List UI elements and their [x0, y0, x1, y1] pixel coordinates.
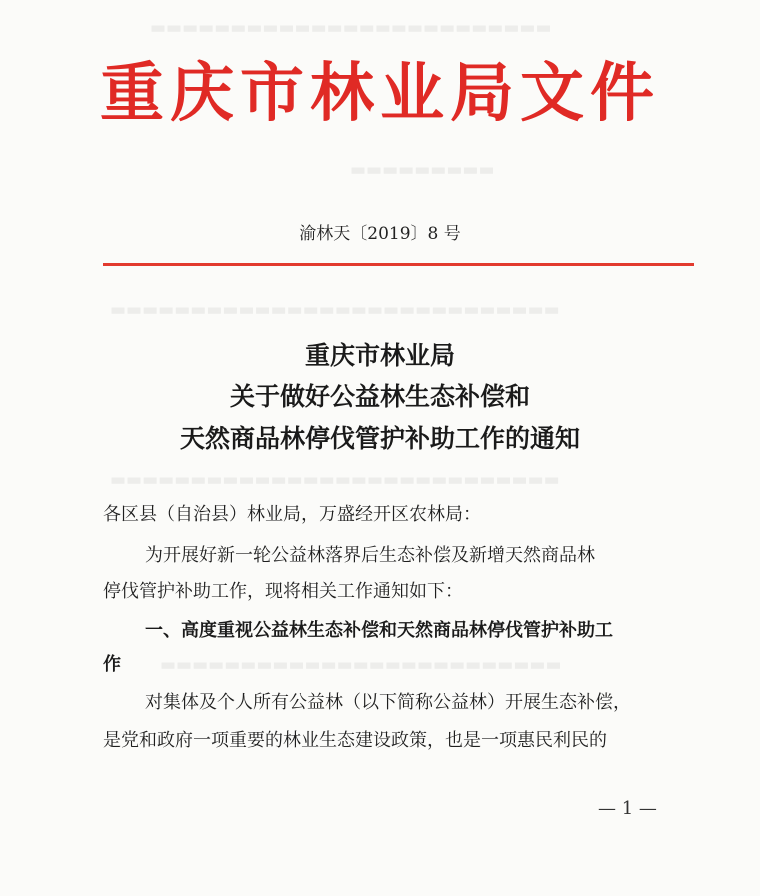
intro-paragraph-line-2: 停伐管护补助工作，现将相关工作通知如下：	[103, 581, 463, 602]
bleed-through-texture: ▬▬▬▬▬▬▬▬▬▬▬▬▬▬▬▬▬▬▬▬▬▬▬▬▬▬▬▬	[110, 470, 560, 490]
intro-paragraph-line-1: 为开展好新一轮公益林落界后生态补偿及新增天然商品林	[145, 545, 595, 566]
addressee-line: 各区县（自治县）林业局，万盛经开区农林局：	[103, 504, 481, 525]
bleed-through-texture: ▬▬▬▬▬▬▬▬▬▬▬▬▬▬▬▬▬▬▬▬▬▬▬▬▬▬▬▬	[110, 300, 560, 320]
notice-title-line-1: 重庆市林业局	[304, 341, 455, 370]
bleed-through-texture: ▬▬▬▬▬▬▬▬▬▬▬▬▬▬▬▬▬▬▬▬▬▬▬▬▬	[160, 655, 562, 675]
section-heading-1-line-2: 作	[103, 654, 121, 675]
document-header-title: 重庆市林业局文件	[100, 56, 660, 131]
paragraph-1-line-1: 对集体及个人所有公益林（以下简称公益林）开展生态补偿，	[145, 692, 631, 713]
red-divider-line	[103, 263, 694, 266]
document-number: 渝林天〔2019〕8 号	[299, 224, 461, 244]
section-heading-1-line-1: 一、高度重视公益林生态补偿和天然商品林停伐管护补助工	[145, 620, 613, 641]
paragraph-1-line-2: 是党和政府一项重要的林业生态建设政策，也是一项惠民利民的	[103, 730, 607, 751]
notice-title-line-2: 关于做好公益林生态补偿和	[229, 382, 530, 411]
bleed-through-texture: ▬▬▬▬▬▬▬▬▬▬▬▬▬▬▬▬▬▬▬▬▬▬▬▬▬	[150, 18, 552, 38]
bleed-through-texture: ▬▬▬▬▬▬▬▬▬	[350, 160, 495, 180]
page-number: — 1 —	[598, 798, 657, 819]
notice-title-line-3: 天然商品林停伐管护补助工作的通知	[179, 424, 580, 453]
